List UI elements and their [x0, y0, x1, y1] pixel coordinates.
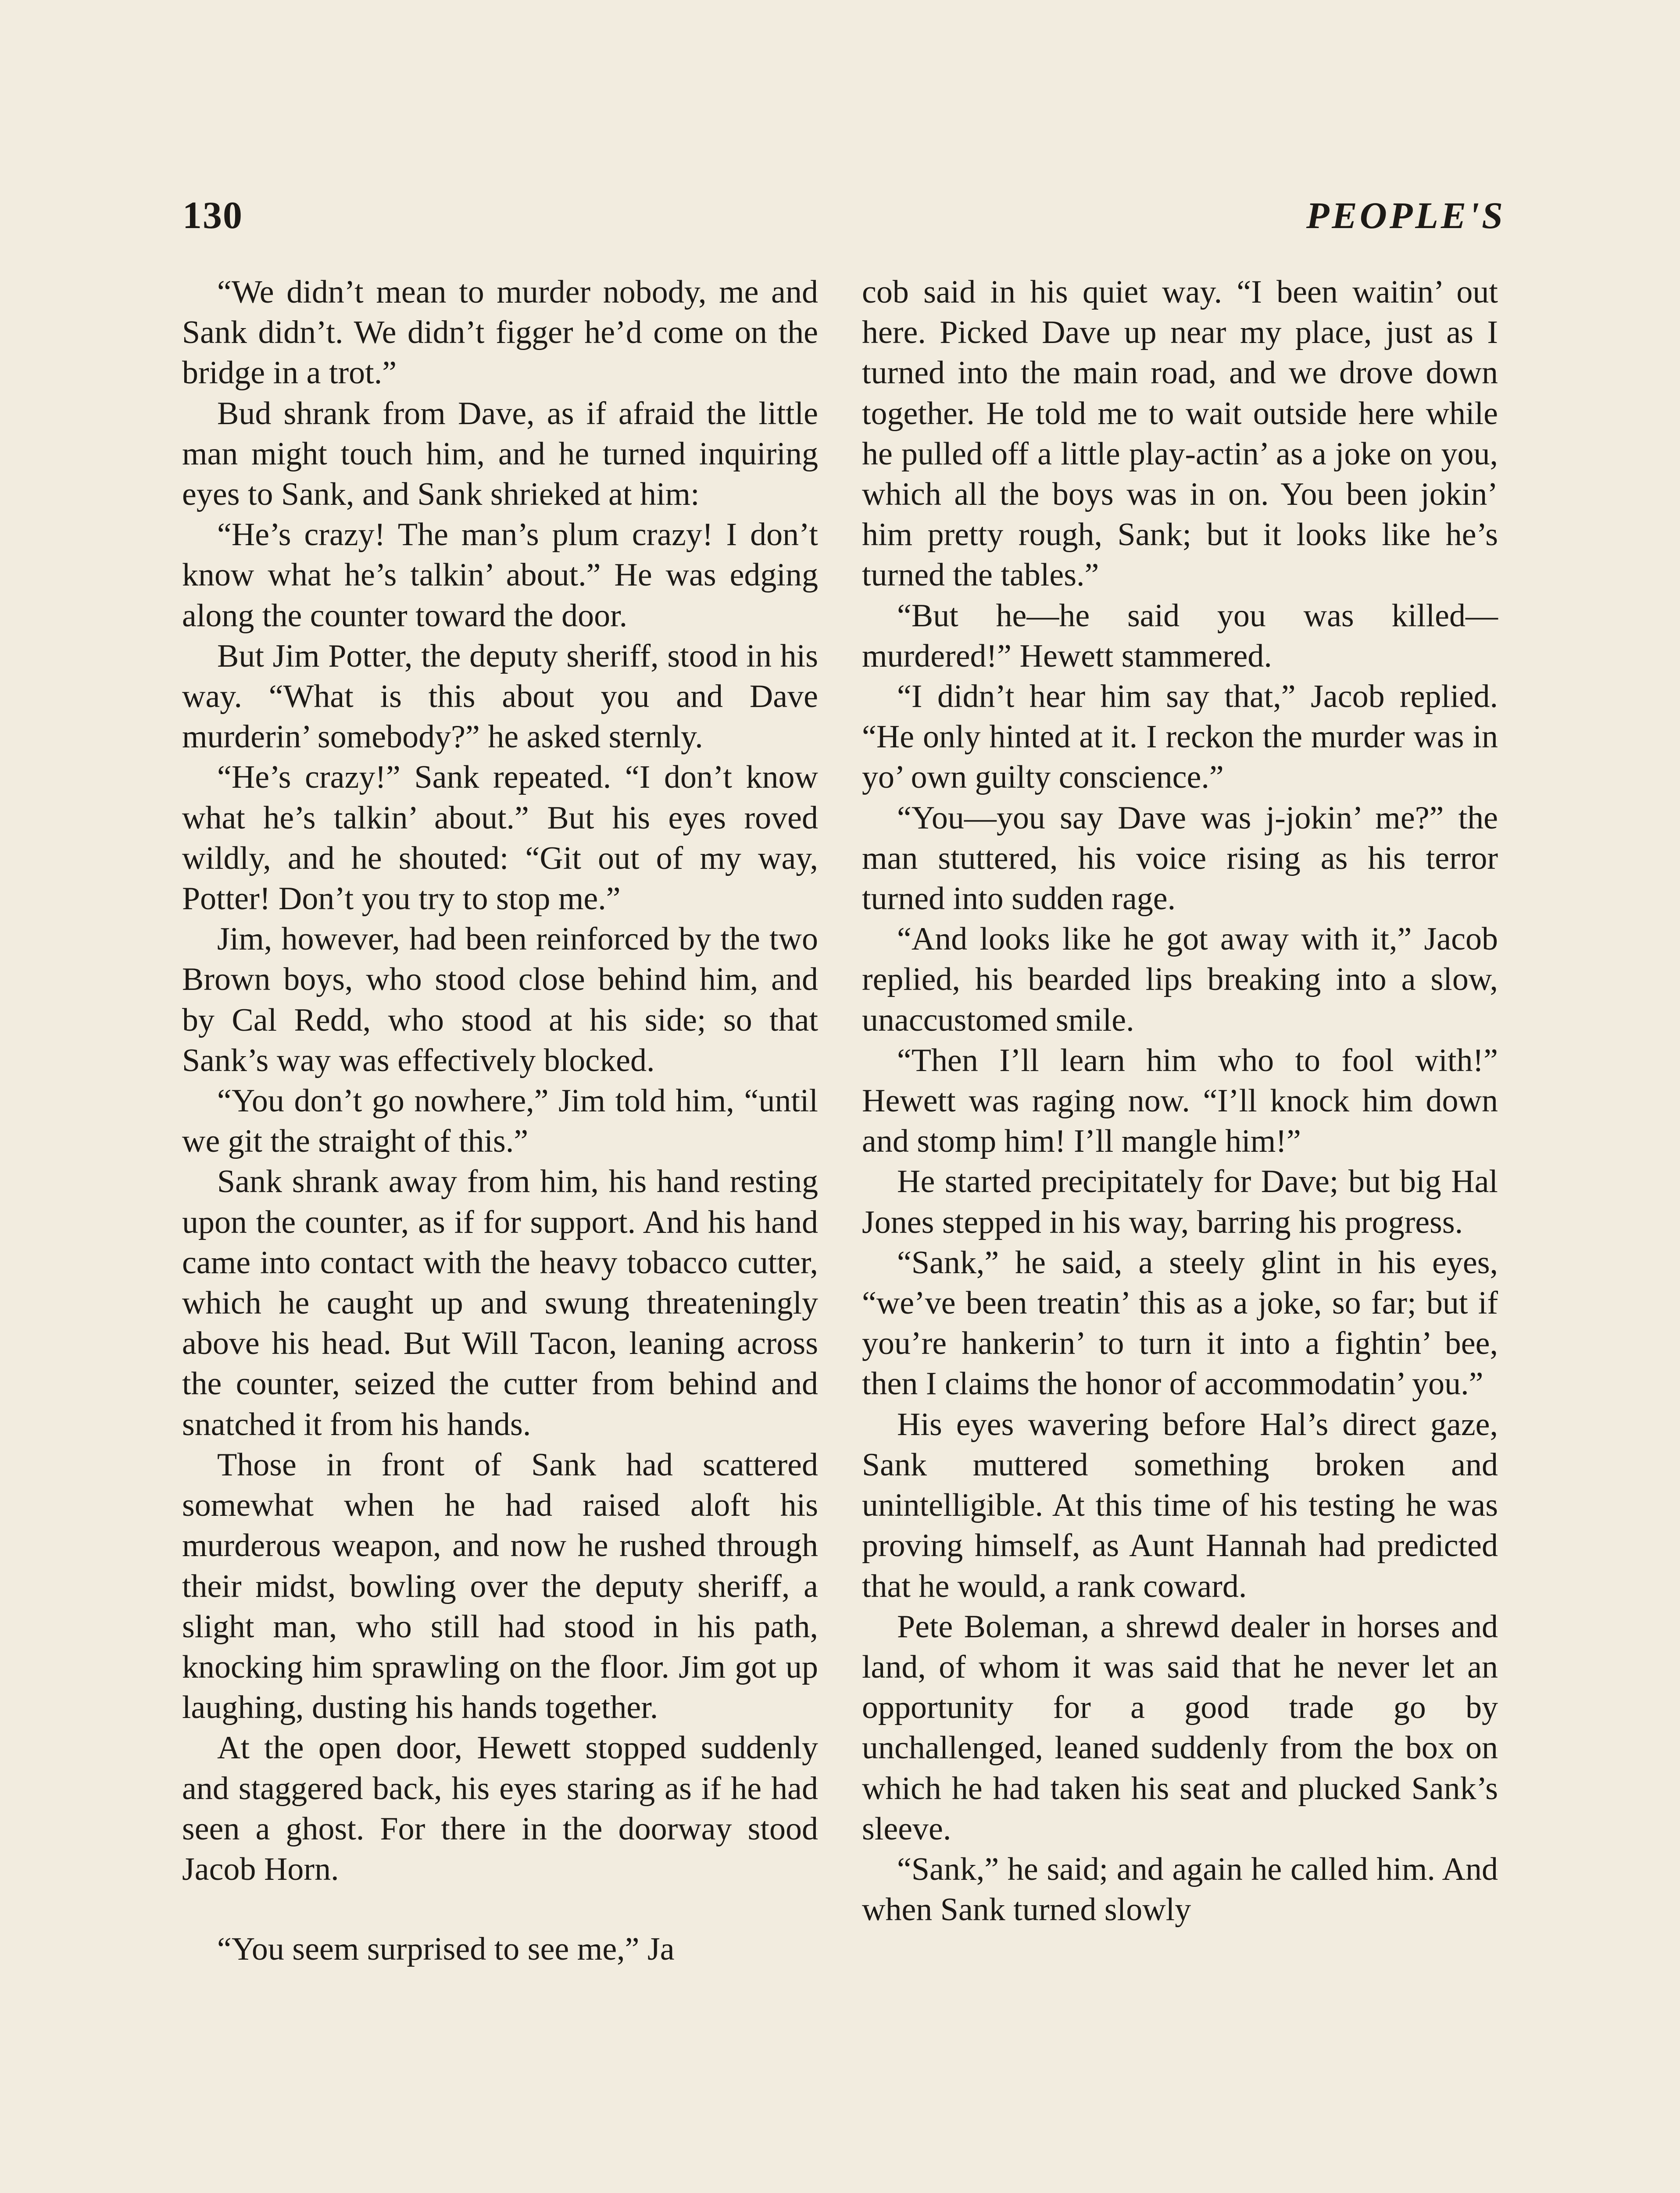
running-title: PEOPLE'S	[1306, 194, 1505, 236]
paragraph: “Sank,” he said; and again he called him. And when Sank turned slowly	[862, 1851, 1498, 1928]
paragraph: “And looks like he got away with it,” Jacob replied, his bearded lips breaking into a slow, unaccustomed smile.	[862, 921, 1498, 1038]
paragraph: Sank shrank away from him, his hand resting upon the counter, as if for support. And his hand came into contact with the heavy tobacco cutter, which he caught up and swung threateningly above his head. But Will Tacon, leaning across the counter, seized the cutter from behind and snatched it from his hands.	[182, 1164, 818, 1443]
paragraph: cob said in his quiet way. “I been waitin’ out here. Picked Dave up near my place, just as I turned into the main road, and we drove down together. He told me to wait outside here while he pulled off a little play-actin’ as a joke on you, which all the boys was in on. You been jokin’ him pretty rough, Sank; but it looks like he’s turned the tables.”	[862, 274, 1498, 593]
paragraph: “I didn’t hear him say that,” Jacob replied. “He only hinted at it. I reckon the murder was in yo’ own guilty conscience.”	[862, 679, 1498, 796]
paragraph: Pete Boleman, a shrewd dealer in horses and land, of whom it was said that he never let an opportunity for a good trade go by unchallenged, leaned suddenly from the box on which he had taken his seat and plucked Sank’s sleeve.	[862, 1608, 1498, 1847]
paragraph: “But he—he said you was killed—murdered!” Hewett stammered.	[862, 597, 1498, 674]
paragraph: “You seem surprised to see me,” Ja	[217, 1931, 675, 1968]
paragraph: “You—you say Dave was j-jokin’ me?” the man stuttered, his voice rising as his terror turned into sudden rage.	[862, 800, 1498, 917]
paragraph: His eyes wavering before Hal’s direct gaze, Sank muttered something broken and unintelligible. At this time of his testing he was proving himself, as Aunt Hannah had predicted that he would, a rank coward.	[862, 1406, 1498, 1604]
paragraph: “Sank,” he said, a steely glint in his eyes, “we’ve been treatin’ this as a joke, so far; but if you’re hankerin’ to turn it into a fightin’ bee, then I claims the honor of accommodatin’ you.”	[862, 1244, 1498, 1402]
paragraph: “Then I’ll learn him who to fool with!” Hewett was raging now. “I’ll knock him down and stomp him! I’ll mangle him!”	[862, 1042, 1498, 1160]
paragraph: At the open door, Hewett stopped suddenly and staggered back, his eyes staring as if he had seen a ghost. For there in the doorway stood Jacob Horn.	[182, 1730, 818, 1887]
paragraph: “You don’t go nowhere,” Jim told him, “until we git the straight of this.”	[182, 1083, 818, 1160]
paragraph: Jim, however, had been reinforced by the two Brown boys, who stood close behind him, and by Cal Redd, who stood at his side; so that Sank’s way was effectively blocked.	[182, 921, 818, 1079]
paragraph: “We didn’t mean to murder nobody, me and Sank didn’t. We didn’t figger he’d come on the bridge in a trot.”	[182, 274, 818, 391]
left-column	[182, 272, 818, 1969]
paragraph: He started precipitately for Dave; but big Hal Jones stepped in his way, barring his progress.	[862, 1164, 1498, 1240]
paragraph: But Jim Potter, the deputy sheriff, stood in his way. “What is this about you and Dave murderin’ somebody?” he asked sternly.	[182, 638, 818, 755]
right-column	[862, 272, 1498, 1930]
page-number: 130	[182, 194, 243, 237]
paragraph: Those in front of Sank had scattered somewhat when he had raised aloft his murderous weapon, and now he rushed through their midst, bowling over the deputy sheriff, a slight man, who still had stood in his path, knocking him sprawling on the floor. Jim got up laughing, dusting his hands together.	[182, 1447, 818, 1726]
paragraph: “He’s crazy! The man’s plum crazy! I don’t know what he’s talkin’ about.” He was edging along the counter toward the door.	[182, 517, 818, 634]
paragraph: “He’s crazy!” Sank repeated. “I don’t know what he’s talkin’ about.” But his eyes roved wildly, and he shouted: “Git out of my way, Potter! Don’t you try to stop me.”	[182, 759, 818, 917]
paragraph: Bud shrank from Dave, as if afraid the little man might touch him, and he turned inquiring eyes to Sank, and Sank shrieked at him:	[182, 395, 818, 513]
